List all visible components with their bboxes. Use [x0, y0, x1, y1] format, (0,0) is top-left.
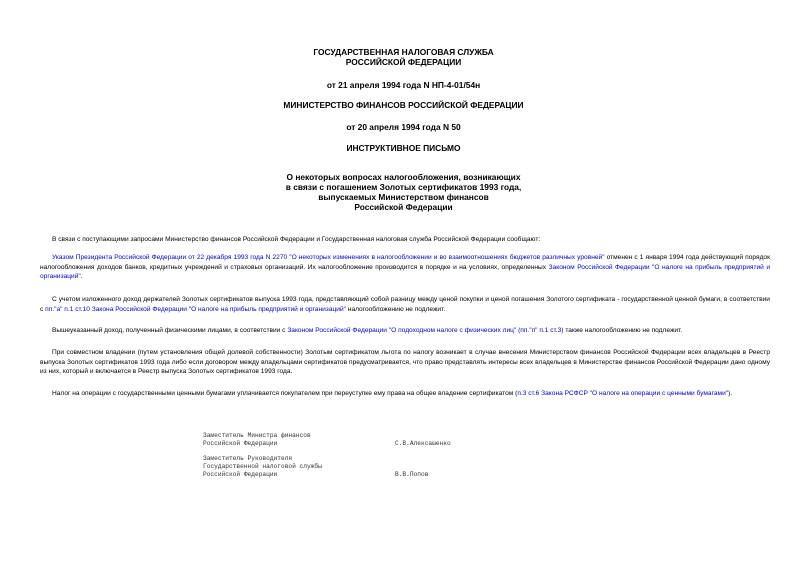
signature-1-title-line1: Заместитель Министра финансов [203, 432, 311, 439]
date-gns: от 21 апреля 1994 года N НП-4-01/54н [326, 80, 481, 90]
link-zakon-podohodny[interactable]: Законом Российской Федерации "О подоходном налоге с физических лиц" (пп."п" п.1 ст.3) [287, 327, 564, 334]
link-pp-a-st10[interactable]: пп."а" п.1 ст.10 Закона Российской Федерации "О налоге на прибыль предприятий и организаций" [45, 305, 346, 313]
signature-2-title-line1: Заместитель Руководителя [203, 455, 293, 462]
link-zakon-rsfsr-operatsii[interactable]: п.3 ст.6 Закона РСФСР "О налоге на операции с ценными бумагами" [517, 390, 729, 397]
issuer-gns-line1: ГОСУДАРСТВЕННАЯ НАЛОГОВАЯ СЛУЖБА [313, 47, 494, 57]
paragraph-5-text: При совместном владении (путем установления общей долевой собственности) Золотым сертификатом льгота по налогу возникает в случае внесения Министерством финансов Российской Федерации всех владельцев в Реестр выпуска Золотых сертификатов 1993 года либо если договором между владельцами сертификатов предусматривается, что право представлять интересы всех владельцев в Министерстве финансов Российской Федерации дано одному из них, который и включается в Реестр выпуска Золотых сертификатов 1993 года. [40, 349, 770, 375]
paragraph-2 [40, 253, 770, 282]
document-header [0, 47, 807, 67]
signature-1-title-line2: Российской Федерации [203, 440, 278, 447]
doc-type: ИНСТРУКТИВНОЕ ПИСЬМО [346, 143, 461, 153]
title-line-3: выпускаемых Министерством финансов [318, 192, 489, 202]
issuer-minfin: МИНИСТЕРСТВО ФИНАНСОВ РОССИЙСКОЙ ФЕДЕРАЦИИ [283, 100, 524, 110]
paragraph-6-text-1: Налог на операции с государственными ценными бумагами уплачивается покупателем при переуступке ему права на общее владение сертификатом ( [52, 390, 518, 397]
paragraph-1 [40, 235, 770, 245]
paragraph-6-text-2: ). [728, 390, 733, 397]
title-line-1: О некоторых вопросах налогообложения, возникающих [286, 172, 521, 182]
signature-1-name: С.В.Алексашенко [395, 440, 451, 447]
paragraph-3 [40, 295, 770, 314]
paragraph-4-text-1: Вышеуказанный доход, полученный физическими лицами, в соответствии с [52, 327, 288, 334]
doc-title [0, 172, 807, 212]
date-minfin: от 20 апреля 1994 года N 50 [346, 122, 461, 132]
issuer-gns-line2: РОССИЙСКОЙ ФЕДЕРАЦИИ [345, 57, 462, 67]
signature-2-name: В.В.Попов [395, 471, 429, 478]
date-gns-block [0, 80, 807, 90]
paragraph-2-text-1: отменен с 1 января 1994 года действующий порядок налогообложения доходов банков, кредитных учреждений и страховых организаций. Их налогообложение производится в порядке и на условиях, определенных [40, 254, 770, 271]
paragraph-1-text: В связи с поступающими запросами Министерство финансов Российской Федерации и Государственная налоговая служба Российской Федерации сообщают: [52, 236, 541, 243]
date-minfin-block [0, 122, 807, 132]
link-zakon-pribyl[interactable]: Законом Российской Федерации "О налоге на прибыль предприятий и организаций" [40, 263, 771, 280]
signature-2-title-line2: Государственной налоговой службы [203, 463, 322, 470]
issuer-minfin-block [0, 100, 807, 110]
paragraph-4-text-2: также налогообложению не подлежит. [563, 327, 683, 334]
title-line-2: в связи с погашением Золотых сертификатов 1993 года, [285, 182, 522, 192]
paragraph-5 [40, 348, 770, 377]
link-ukaz-2270[interactable]: Указом Президента Российской Федерации от 22 декабря 1993 года N 2270 "О некоторых изменениях в налогообложении и во взаимоотношениях бюджетов различных уровней" [52, 254, 605, 261]
signature-2-title-line3: Российской Федерации [203, 471, 278, 478]
doc-type-block [0, 143, 807, 153]
paragraph-4 [40, 326, 770, 336]
paragraph-3-text-2: налогообложению не подлежит. [345, 305, 446, 313]
title-line-4: Российской Федерации [354, 202, 453, 212]
paragraph-3-text-1: С учетом изложенного доход держателей Золотых сертификатов выпуска 1993 года, представляющий собой разницу между ценой покупки и ценой погашения Золотого сертификата - государственной ценной бумаги, в соответствии с [40, 296, 770, 313]
paragraph-6 [40, 389, 770, 399]
paragraph-2-text-2: . [80, 273, 83, 280]
